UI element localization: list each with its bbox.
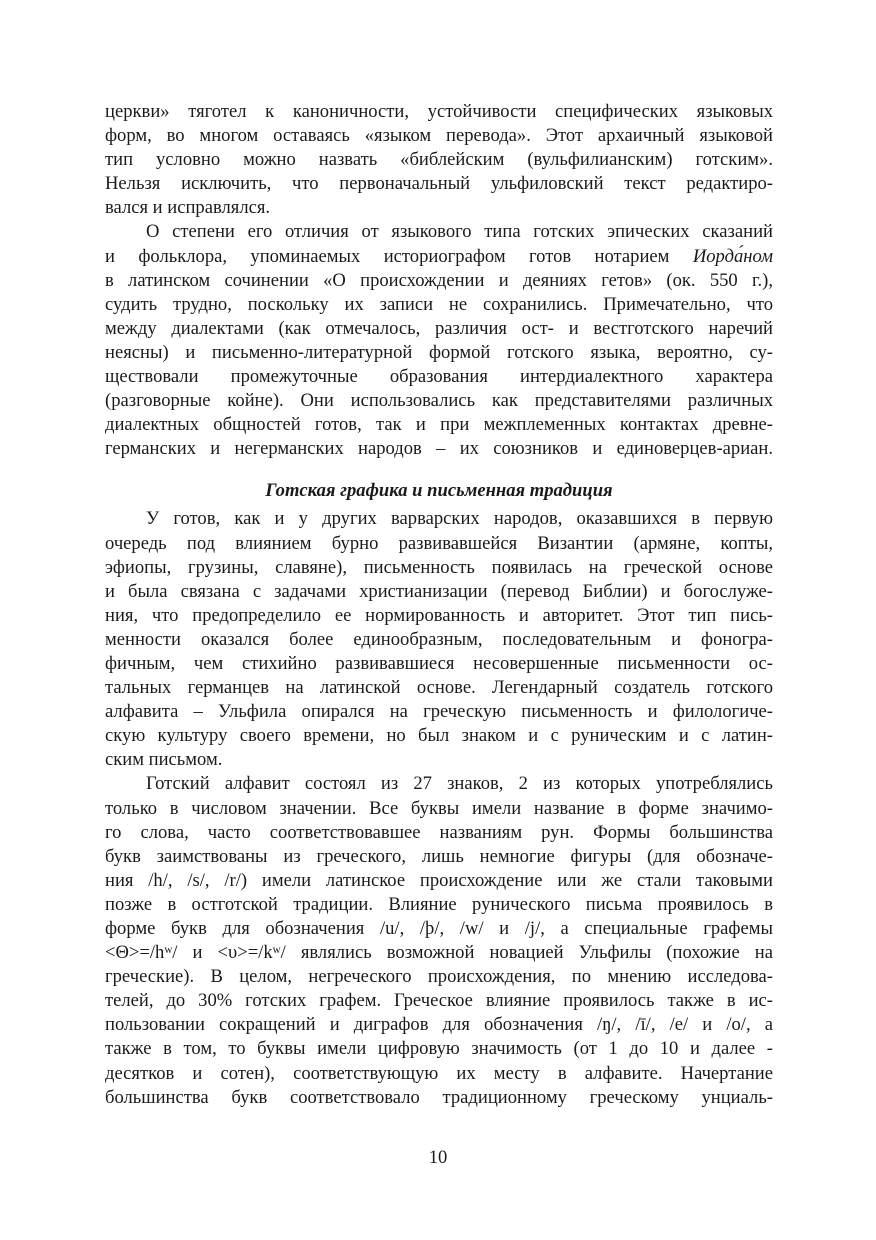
text-line: букв заимствованы из греческого, лишь немногие фигуры (для обозначе- [105,845,773,867]
text-line: У готов, как и у других варварских народов, оказавшихся в первую [146,508,773,530]
text-line: очередь под влиянием бурно развивавшейся Византии (армяне, копты, [105,532,773,554]
text-line: менности оказался более единообразным, последовательным и фоногра- [105,628,773,650]
paragraph-2 [105,220,773,461]
text-line: только в числовом значении. Все буквы имели название в форме значимо- [105,797,773,819]
text-line: десятков и сотен), соответствующую их месту в алфавите. Начертание [105,1062,773,1084]
text-line: и фольклора, упоминаемых историографом готов нотарием Иорда́ном [105,245,773,267]
page-body [105,100,773,1110]
text-line: неясны) и письменно-литературной формой готского языка, вероятно, су- [105,341,773,363]
text-line: скую культуру своего времени, но был знаком и с руническим и с латин- [105,725,773,747]
text-line: также в том, то буквы имели цифровую значимость (от 1 до 10 и далее - [105,1038,773,1060]
text-line: большинства букв соответствовало традиционному греческому унциаль- [105,1086,773,1108]
text-line: телей, до 30% готских графем. Греческое влияние проявилось также в ис- [105,990,773,1012]
text-line: алфавита – Ульфила опирался на греческую письменность и филологиче- [105,701,773,723]
page-number: 10 [428,1147,448,1168]
paragraph-1 [105,100,773,220]
text-line: пользовании сокращений и диграфов для обозначения /ŋ/, /ī/, /e/ и /o/, а [105,1014,773,1036]
text-line: греческие). В целом, негреческого происхождения, по мнению исследова- [105,966,773,988]
text-line: форм, во многом оставаясь «языком перевода». Этот архаичный языковой [105,125,773,147]
text-line: О степени его отличия от языкового типа готских эпических сказаний [146,221,773,243]
text-line: ния /h/, /s/, /r/) имели латинское происхождение или же стали таковыми [105,869,773,891]
text-line: в латинском сочинении «О происхождении и деяниях гетов» (ок. 550 г.), [105,269,773,291]
text-line: <Θ>=/hʷ/ и <υ>=/kʷ/ являлись возможной новацией Ульфилы (похожие на [105,942,773,964]
paragraph-3 [105,507,773,772]
text-line: церкви» тяготел к каноничности, устойчивости специфических языковых [105,101,773,122]
text-line: фичным, чем стихийно развивавшиеся несовершенные письменности ос- [105,652,773,674]
text-line: форме букв для обозначения /u/, /þ/, /w/ и /j/, а специальные графемы [105,918,773,939]
text-line: тальных германцев на латинской основе. Легендарный создатель готского [105,677,773,699]
text-line: судить трудно, поскольку их записи не сохранились. Примечательно, что [105,293,773,315]
text-line: ществовали промежуточные образования интердиалектного характера [105,366,773,388]
text-line: ния, что предопределило ее нормированность и авторитет. Этот тип пись- [105,604,773,626]
text-line: го слова, часто соответствовавшее названиям рун. Формы большинства [105,821,773,843]
text-line: вался и исправлялся. [105,197,271,219]
text-line: диалектных общностей готов, так и при межплеменных контактах древне- [105,414,773,436]
text-line: (разговорные койне). Они использовались как представителями различных [105,390,773,412]
text-line: германских и негерманских народов – их союзников и единоверцев-ариан. [105,438,773,460]
text-line: между диалектами (как отмечалось, различия ост- и вестготского наречий [105,317,773,339]
text-line: Нельзя исключить, что первоначальный ульфиловский текст редактиро- [105,173,773,195]
text-line: ским письмом. [105,749,223,771]
text-line: тип условно можно назвать «библейским (вульфилианским) готским». [105,149,773,171]
text-line: и была связана с задачами христианизации (перевод Библии) и богослуже- [105,580,773,602]
text-line: Готский алфавит состоял из 27 знаков, 2 из которых употреблялись [146,773,773,795]
section-heading: Готская графика и письменная традиция [265,480,613,502]
text-line: эфиопы, грузины, славяне), письменность появилась на греческой основе [105,556,773,578]
text-line: позже в остготской традиции. Влияние рунического письма проявилось в [105,893,773,915]
italic-name: Иорда́ном [692,245,773,267]
paragraph-4 [105,772,773,1109]
